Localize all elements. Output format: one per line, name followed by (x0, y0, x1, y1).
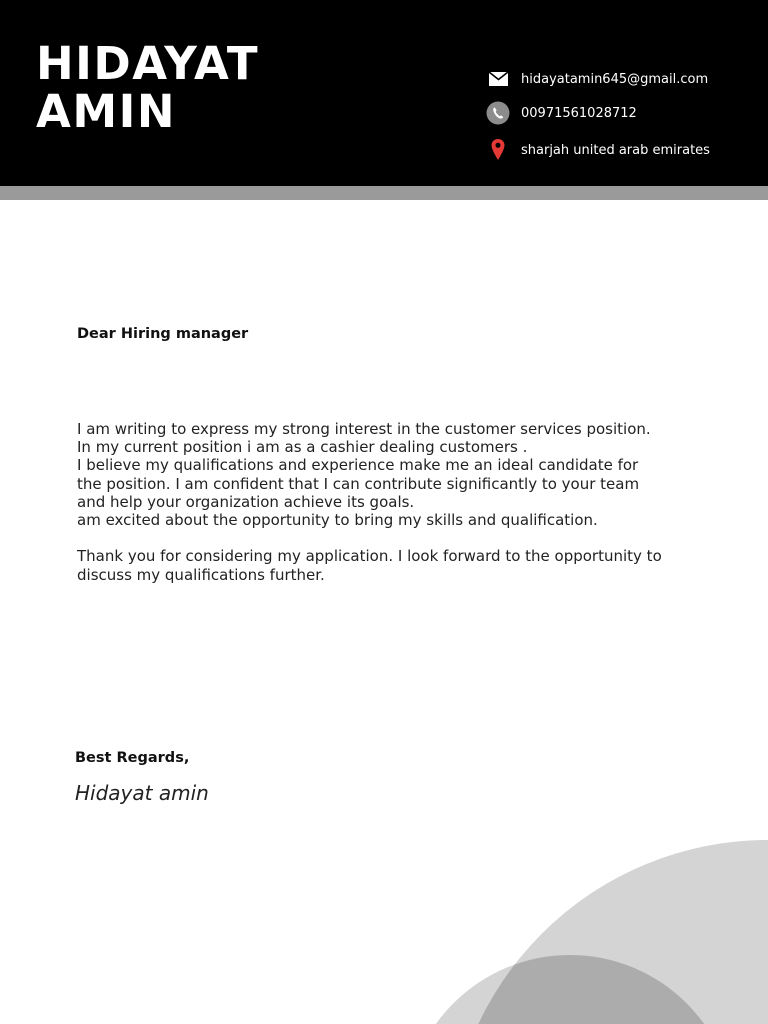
applicant-name (36, 37, 260, 138)
email-text[interactable]: hidayatamin645@gmail.com (521, 71, 709, 87)
body-line: In my current position i am as a cashier dealing customers . (77, 438, 528, 457)
location-text: sharjah united arab emirates (521, 142, 710, 158)
phone-text[interactable]: 00971561028712 (521, 105, 637, 121)
body-line: I am writing to express my strong interest in the customer services position. (77, 420, 651, 438)
map-pin-icon (486, 138, 510, 162)
thanks-line: discuss my qualifications further. (77, 565, 325, 584)
header-banner (0, 0, 768, 186)
phone-icon (486, 101, 510, 125)
signature: Hidayat amin (75, 781, 209, 805)
contact-location (486, 138, 710, 162)
decorative-circle-small (405, 955, 735, 1024)
name-first: HIDAYAT (36, 37, 260, 90)
salutation: Dear Hiring manager (77, 326, 249, 342)
contact-phone (486, 101, 637, 125)
letter-body (77, 420, 717, 584)
body-line: I believe my qualifications and experience make me an ideal candidate for (77, 456, 639, 475)
closing: Best Regards, (75, 750, 190, 766)
body-line: am excited about the opportunity to bring my skills and qualification. (77, 511, 598, 530)
envelope-icon (486, 67, 510, 91)
body-line: and help your organization achieve its goals. (77, 492, 415, 511)
paragraph-gap (77, 529, 717, 547)
body-line: the position. I am confident that I can contribute significantly to your team (77, 474, 640, 493)
thanks-line: Thank you for considering my application. I look forward to the opportunity to (77, 547, 662, 566)
contact-email (486, 67, 708, 91)
header-stripe (0, 186, 768, 200)
decorative-circle-large (448, 840, 768, 1024)
decorative-circle-overlap (405, 955, 735, 1024)
name-last: AMIN (36, 85, 177, 138)
